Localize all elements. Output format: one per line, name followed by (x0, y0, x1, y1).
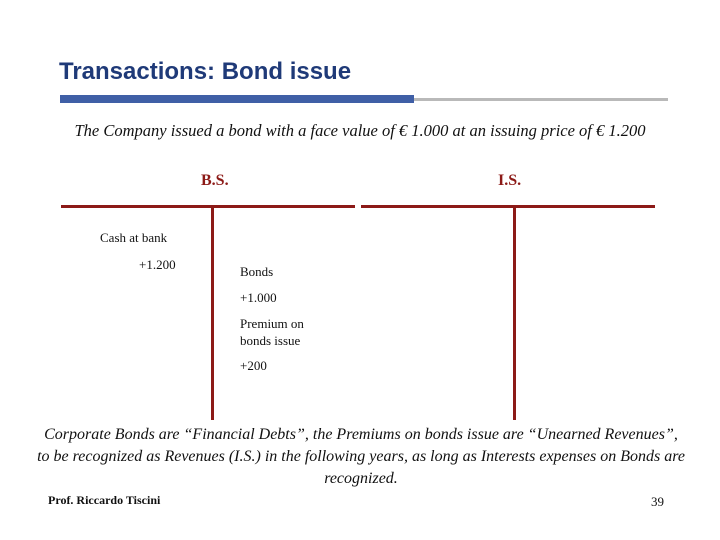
premium-on-bonds-value: +200 (240, 358, 267, 373)
premium-label-line2: bonds issue (240, 333, 301, 348)
bs-heading: B.S. (201, 172, 229, 189)
title-underline-extension (414, 98, 668, 101)
is-t-account-divider (513, 208, 516, 420)
page-number: 39 (651, 494, 664, 509)
author: Prof. Riccardo Tiscini (48, 493, 161, 507)
bonds-value: +1.000 (240, 290, 277, 305)
footer-note: Corporate Bonds are “Financial Debts”, the Premiums on bonds issue are “Unearned Revenues”, to be recognized as Revenues (I.S.) in the following years, as long as Interests expenses on Bonds are recognized. (37, 426, 685, 487)
is-heading: I.S. (498, 172, 522, 189)
intro-text: The Company issued a bond with a face value of € 1.000 at an issuing price of € 1.200 (74, 121, 646, 140)
premium-label-line1: Premium on (240, 316, 304, 331)
bs-t-account-divider (211, 208, 214, 420)
slide-title: Transactions: Bond issue (59, 58, 352, 85)
bonds-label: Bonds (240, 264, 274, 279)
premium-on-bonds-label (240, 315, 304, 349)
cash-at-bank-label: Cash at bank (100, 230, 168, 245)
is-t-account-top (361, 205, 655, 208)
title-underline (60, 95, 414, 103)
bs-t-account-top (61, 205, 355, 208)
cash-at-bank-value: +1.200 (139, 257, 176, 272)
